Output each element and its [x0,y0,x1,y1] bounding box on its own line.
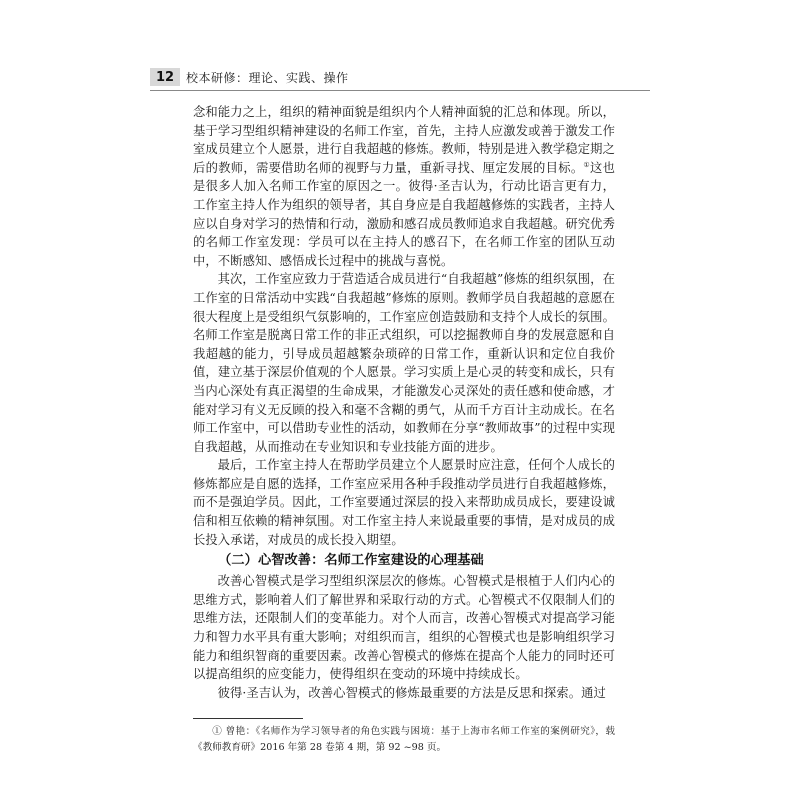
paragraph-3: 最后，工作室主持人在帮助学员建立个人愿景时应注意，任何个人成长的修炼都应是自愿的选择，工作室应采用各种手段推动学员进行自我超越修炼，而不是强迫学员。因此，工作室要通过深层的投入来帮助成员成长，要建设诚信和相互依赖的精神氛围。对工作室主持人来说最重要的事情，是对成员的成长投入承诺，对成员的成长投入期望。 [193,458,615,547]
body-text [193,103,615,702]
paragraph-4: 改善心智模式是学习型组织深层次的修炼。心智模式是根植于人们内心的思维方式，影响着人们了解世界和采取行动的方式。心智模式不仅限制人们的思维方法，还限制人们的变革能力。对个人而言，改善心智模式对提高学习能力和智力水平具有重大影响；对组织而言，组织的心智模式也是影响组织学习能力和组织智商的重要因素。改善心智模式的修炼在提高个人能力的同时还可以提高组织的应变能力，使得组织在变动的环境中持续成长。 [193,574,615,682]
running-title: 校本研修：理论、实践、操作 [186,70,349,85]
page-number: 12 [150,68,180,86]
footnote-text: ① 曾艳：《名师作为学习领导者的角色实践与困境：基于上海市名师工作室的案例研究》，载《教师教育研》2016 年第 28 卷第 4 期，第 92 ~98 页。 [193,726,615,753]
footnote [193,724,615,755]
paragraph-5: 彼得·圣吉认为，改善心智模式的修炼最重要的方法是反思和探索。通过 [217,685,606,700]
section-heading: （二）心智改善：名师工作室建设的心理基础 [218,553,484,569]
paragraph-1 [193,103,615,270]
paragraph-1-text: 念和能力之上，组织的精神面貌是组织内个人精神面貌的汇总和体现。所以，基于学习型组织精神建设的名师工作室，首先，主持人应激发或善于激发工作室成员建立个人愿景，进行自我超越的修炼。教师，特别是进入教学稳定期之后的教师，需要借助名师的视野与力量，重新寻找、厘定发展的目标。 [193,105,615,175]
footnote-divider [193,718,303,719]
paragraph-2: 其次，工作室应致力于营造适合成员进行“自我超越”修炼的组织氛围，在工作室的日常活动中实践“自我超越”修炼的原则。教师学员自我超越的意愿在很大程度上是受组织气氛影响的，工作室应创造鼓励和支持个人成长的氛围。名师工作室是脱离日常工作的非正式组织，可以挖掘教师自身的发展意愿和自我超越的能力，引导成员超越繁杂琐碎的日常工作，重新认识和定位自我价值，建立基于深层价值观的个人愿景。学习实质上是心灵的转变和成长，只有当内心深处有真正渴望的生命成果，才能激发心灵深处的责任感和使命感，才能对学习有义无反顾的投入和毫不含糊的勇气，从而千方百计主动成长。在名师工作室中，可以借助专业性的活动，如教师在分享“教师故事”的过程中实现自我超越，从而推动在专业知识和专业技能方面的进步。 [193,272,615,454]
paragraph-1-tail: 这也是很多人加入名师工作室的原因之一。彼得·圣吉认为，行动比语言更有力，工作室主持人作为组织的领导者，其自身应是自我超越修炼的实践者，主持人应以自身对学习的热情和行动，激励和感召成员教师追求自我超越。研究优秀的名师工作室发现：学员可以在主持人的感召下，在名师工作室的团队互动中，不断感知、感悟成长过程中的挑战与喜悦。 [193,160,615,268]
page-header [150,64,650,91]
footnote-reference[interactable]: ① [583,160,590,169]
